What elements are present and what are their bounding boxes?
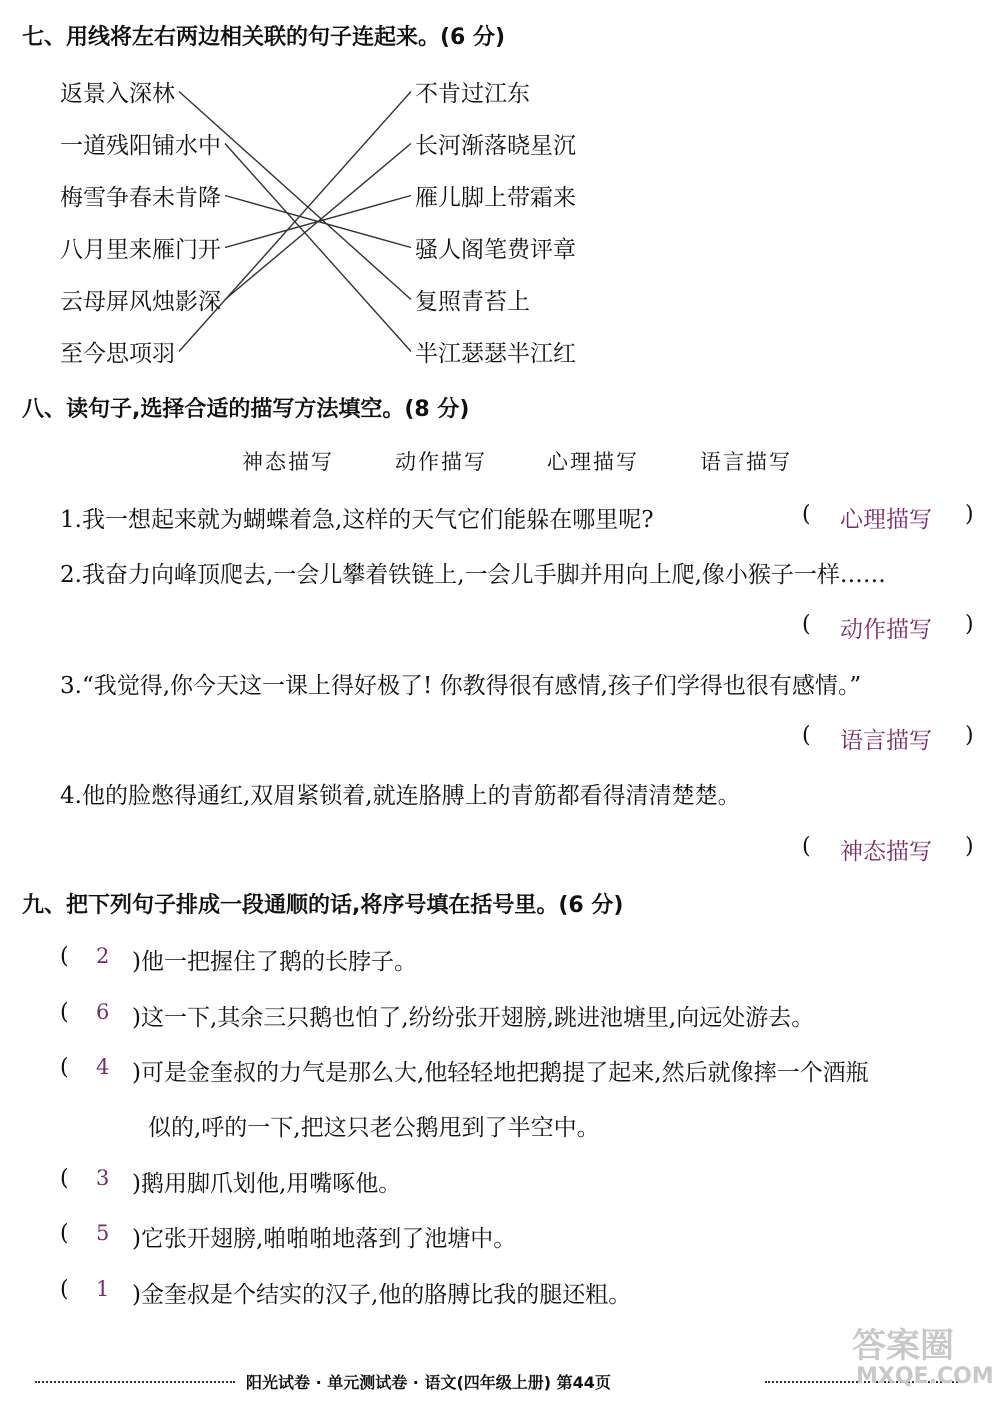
order-sentence: )这一下,其余三只鹅也怕了,纷纷张开翅膀,跳进池塘里,向远处游去。 xyxy=(132,1005,815,1031)
order-sentence: )他一把握住了鹅的长脖子。 xyxy=(132,949,417,975)
answer-paren-open: ( xyxy=(802,502,811,527)
right-item: 不肯过江东 xyxy=(415,81,530,107)
order-sentence: )鹅用脚爪划他,用嘴啄他。 xyxy=(132,1171,402,1197)
match-line xyxy=(225,144,411,300)
answer-3[interactable]: 语言描写 xyxy=(840,728,932,754)
order-number[interactable]: 5 xyxy=(96,1221,110,1245)
option-xinli: 心理描写 xyxy=(547,450,639,474)
question-2: 2.我奋力向峰顶爬去,一会儿攀着铁链上,一会儿手脚并用向上爬,像小猴子一样…… xyxy=(60,562,886,588)
option-yuyan: 语言描写 xyxy=(700,450,792,474)
order-paren-open: ( xyxy=(60,1000,69,1025)
section9-title: 九、把下列句子排成一段通顺的话,将序号填在括号里。(6 分) xyxy=(22,893,624,918)
answer-paren-open: ( xyxy=(802,723,811,748)
order-sentence: )可是金奎叔的力气是那么大,他轻轻地把鹅提了起来,然后就像摔一个酒瓶 xyxy=(132,1060,869,1086)
answer-paren-close: ) xyxy=(965,723,974,748)
right-item: 长河渐落晓星沉 xyxy=(415,133,576,159)
order-paren-open: ( xyxy=(60,1221,69,1246)
left-item: 一道残阳铺水中 xyxy=(60,133,221,159)
watermark-url: MXQE.COM xyxy=(856,1364,994,1389)
option-shentai: 神态描写 xyxy=(242,450,334,474)
answer-2[interactable]: 动作描写 xyxy=(840,617,932,643)
right-item: 雁儿脚上带霜来 xyxy=(415,185,576,211)
order-paren-open: ( xyxy=(60,1277,69,1302)
left-item: 八月里来雁门开 xyxy=(60,237,221,263)
left-item: 云母屏风烛影深 xyxy=(60,289,221,315)
footer-text: 阳光试卷 · 单元测试卷 · 语文(四年级上册) 第44页 xyxy=(246,1373,611,1392)
right-item: 复照青苔上 xyxy=(415,289,530,315)
right-item: 半江瑟瑟半江红 xyxy=(415,341,576,367)
question-1: 1.我一想起来就为蝴蝶着急,这样的天气它们能躲在哪里呢? xyxy=(60,507,654,533)
order-paren-open: ( xyxy=(60,1055,69,1080)
question-4: 4.他的脸憋得通红,双眉紧锁着,就连胳膊上的青筋都看得清清楚楚。 xyxy=(60,783,741,809)
answer-4[interactable]: 神态描写 xyxy=(840,839,932,865)
answer-paren-close: ) xyxy=(965,502,974,527)
answer-paren-close: ) xyxy=(965,612,974,637)
order-number[interactable]: 2 xyxy=(96,944,110,968)
order-number[interactable]: 4 xyxy=(96,1055,110,1079)
right-item: 骚人阁笔费评章 xyxy=(415,237,576,263)
order-number[interactable]: 6 xyxy=(96,1000,110,1024)
left-item: 至今思项羽 xyxy=(60,341,175,367)
question-3: 3.“我觉得,你今天这一课上得好极了! 你教得很有感情,孩子们学得也很有感情。” xyxy=(60,673,862,699)
order-sentence-continued: 似的,呼的一下,把这只老公鹅甩到了半空中。 xyxy=(148,1115,600,1141)
answer-paren-open: ( xyxy=(802,612,811,637)
order-number[interactable]: 1 xyxy=(96,1277,110,1301)
answer-paren-open: ( xyxy=(802,834,811,859)
match-line xyxy=(225,144,411,352)
answer-1[interactable]: 心理描写 xyxy=(840,507,932,533)
section7-title: 七、用线将左右两边相关联的句子连起来。(6 分) xyxy=(22,25,506,50)
order-number[interactable]: 3 xyxy=(96,1166,110,1190)
left-item: 返景入深林 xyxy=(60,81,175,107)
order-sentence: )金奎叔是个结实的汉子,他的胳膊比我的腿还粗。 xyxy=(132,1282,632,1308)
answer-paren-close: ) xyxy=(965,834,974,859)
order-paren-open: ( xyxy=(60,1166,69,1191)
footer-divider-left xyxy=(35,1381,235,1383)
option-dongzuo: 动作描写 xyxy=(395,450,487,474)
left-item: 梅雪争春未肯降 xyxy=(60,185,221,211)
order-sentence: )它张开翅膀,啪啪啪地落到了池塘中。 xyxy=(132,1226,517,1252)
order-paren-open: ( xyxy=(60,944,69,969)
watermark-logo: 答案圈 xyxy=(852,1326,954,1366)
section8-title: 八、读句子,选择合适的描写方法填空。(8 分) xyxy=(22,397,470,422)
